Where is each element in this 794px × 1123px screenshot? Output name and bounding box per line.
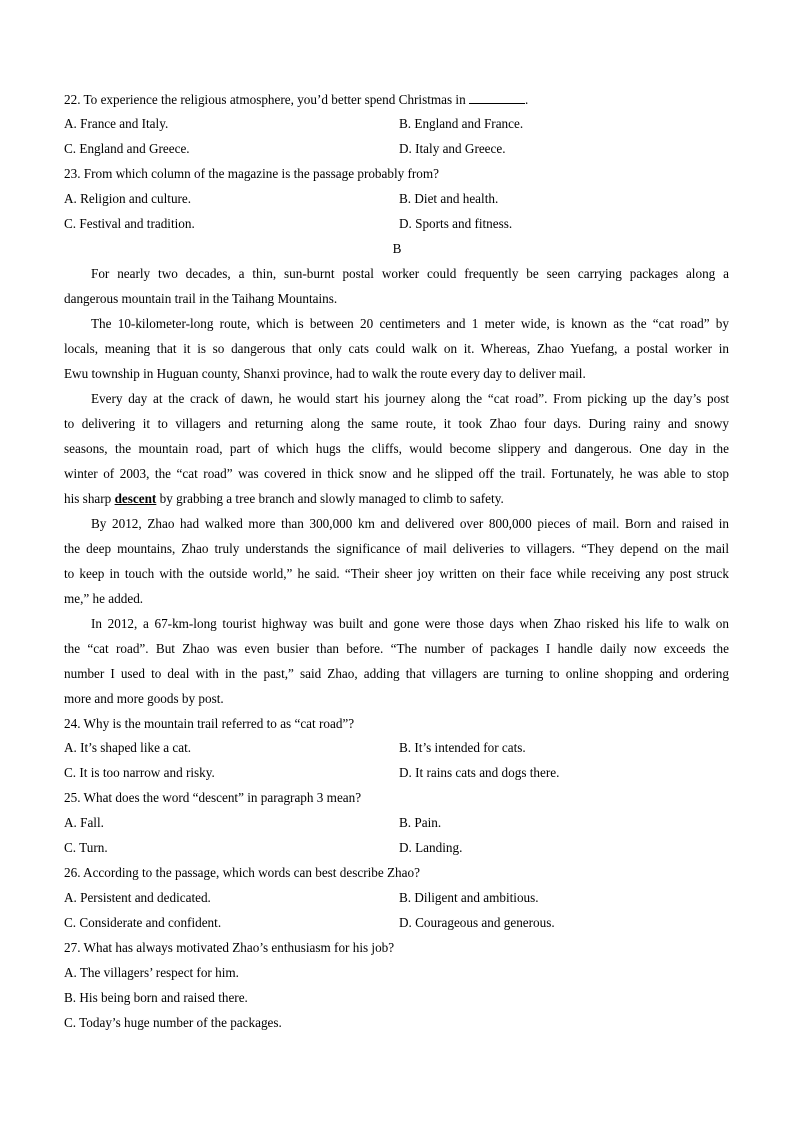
passage-paragraph-5-line-3: number I used to deal with in the past,” said Zhao, adding that villagers are turning to online shopping and ordering	[64, 666, 729, 681]
passage-paragraph-5-line-4: more and more goods by post.	[64, 691, 224, 706]
question-22-option-b: B. England and France.	[399, 116, 524, 131]
question-25-option-b: B. Pain.	[399, 815, 442, 830]
passage-paragraph-4-line-4: me,” he added.	[64, 591, 144, 606]
question-22-option-c: C. England and Greece.	[64, 141, 190, 156]
question-22-option-a: A. France and Italy.	[64, 116, 169, 131]
question-26-option-b: B. Diligent and ambitious.	[399, 890, 539, 905]
passage-paragraph-1-line-1: For nearly two decades, a thin, sun-burnt postal worker could frequently be seen carrying packages along a	[91, 266, 729, 281]
section-label: B	[392, 241, 402, 256]
question-23-stem: 23. From which column of the magazine is the passage probably from?	[64, 166, 440, 181]
question-25-stem: 25. What does the word “descent” in paragraph 3 mean?	[64, 790, 362, 805]
question-26-option-d: D. Courageous and generous.	[399, 915, 555, 930]
question-22-stem	[64, 91, 528, 108]
question-24-option-a: A. It’s shaped like a cat.	[64, 740, 192, 755]
question-26-stem: 26. According to the passage, which words can best describe Zhao?	[64, 865, 420, 880]
paragraph-3-line-5-start: his sharp	[64, 491, 115, 506]
passage-paragraph-3-line-3: seasons, the mountain road, part of which hugs the cliffs, would become slippery and dangerous. One day in the	[64, 441, 729, 456]
passage-paragraph-2-line-2: locals, meaning that it is so dangerous that only cats could walk on it. Whereas, Zhao Yuefang, a postal worker in	[64, 341, 729, 356]
passage-paragraph-2-line-3: Ewu township in Huguan county, Shanxi province, had to walk the route every day to deliver mail.	[64, 366, 586, 381]
question-25-option-c: C. Turn.	[64, 840, 108, 855]
question-27-option-a: A. The villagers’ respect for him.	[64, 965, 239, 980]
question-27-stem: 27. What has always motivated Zhao’s enthusiasm for his job?	[64, 940, 395, 955]
passage-paragraph-1-line-2: dangerous mountain trail in the Taihang Mountains.	[64, 291, 338, 306]
passage-paragraph-3-line-5	[64, 491, 504, 507]
passage-paragraph-3-line-4: winter of 2003, the “cat road” was covered in thick snow and he slipped off the trail. Fortunately, he was able to stop	[64, 466, 729, 481]
question-22-stem-text: 22. To experience the religious atmosphere, you’d better spend Christmas in	[64, 92, 469, 107]
passage-paragraph-3-line-2: to delivering it to villagers and returning along the same route, it took Zhao four days. During rainy and snowy	[64, 416, 729, 431]
question-23-option-d: D. Sports and fitness.	[399, 216, 513, 231]
passage-paragraph-4-line-2: the deep mountains, Zhao truly understands the significance of mail deliveries to villagers. “They depend on the mail	[64, 541, 729, 556]
question-24-option-b: B. It’s intended for cats.	[399, 740, 526, 755]
question-25-option-a: A. Fall.	[64, 815, 104, 830]
question-22-stem-end: .	[524, 92, 529, 107]
question-25-option-d: D. Landing.	[399, 840, 463, 855]
passage-paragraph-3-line-1: Every day at the crack of dawn, he would start his journey along the “cat road”. From picking up the day’s post	[91, 391, 729, 406]
question-27-option-c: C. Today’s huge number of the packages.	[64, 1015, 282, 1030]
passage-paragraph-5-line-2: the “cat road”. But Zhao was even busier than before. “The number of packages I handle daily now exceeds the	[64, 641, 729, 656]
passage-paragraph-4-line-3: to keep in touch with the outside world,” he said. “Their sheer joy written on their face while receiving any post struck	[64, 566, 729, 581]
highlighted-word-descent: descent	[114, 491, 157, 506]
answer-blank	[469, 91, 525, 104]
question-23-option-a: A. Religion and culture.	[64, 191, 192, 206]
passage-paragraph-2-line-1: The 10-kilometer-long route, which is between 20 centimeters and 1 meter wide, is known as the “cat road” by	[91, 316, 729, 331]
question-22-option-d: D. Italy and Greece.	[399, 141, 506, 156]
question-23-option-b: B. Diet and health.	[399, 191, 499, 206]
question-24-option-c: C. It is too narrow and risky.	[64, 765, 215, 780]
question-24-option-d: D. It rains cats and dogs there.	[399, 765, 560, 780]
question-27-option-b: B. His being born and raised there.	[64, 990, 248, 1005]
passage-paragraph-4-line-1: By 2012, Zhao had walked more than 300,000 km and delivered over 800,000 pieces of mail. Born and raised in	[91, 516, 729, 531]
question-24-stem: 24. Why is the mountain trail referred to as “cat road”?	[64, 716, 355, 731]
question-23-option-c: C. Festival and tradition.	[64, 216, 195, 231]
question-26-option-a: A. Persistent and dedicated.	[64, 890, 211, 905]
question-26-option-c: C. Considerate and confident.	[64, 915, 222, 930]
passage-paragraph-5-line-1: In 2012, a 67-km-long tourist highway was built and gone were those days when Zhao risked his life to walk on	[91, 616, 729, 631]
paragraph-3-line-5-end: by grabbing a tree branch and slowly managed to climb to safety.	[156, 491, 504, 506]
